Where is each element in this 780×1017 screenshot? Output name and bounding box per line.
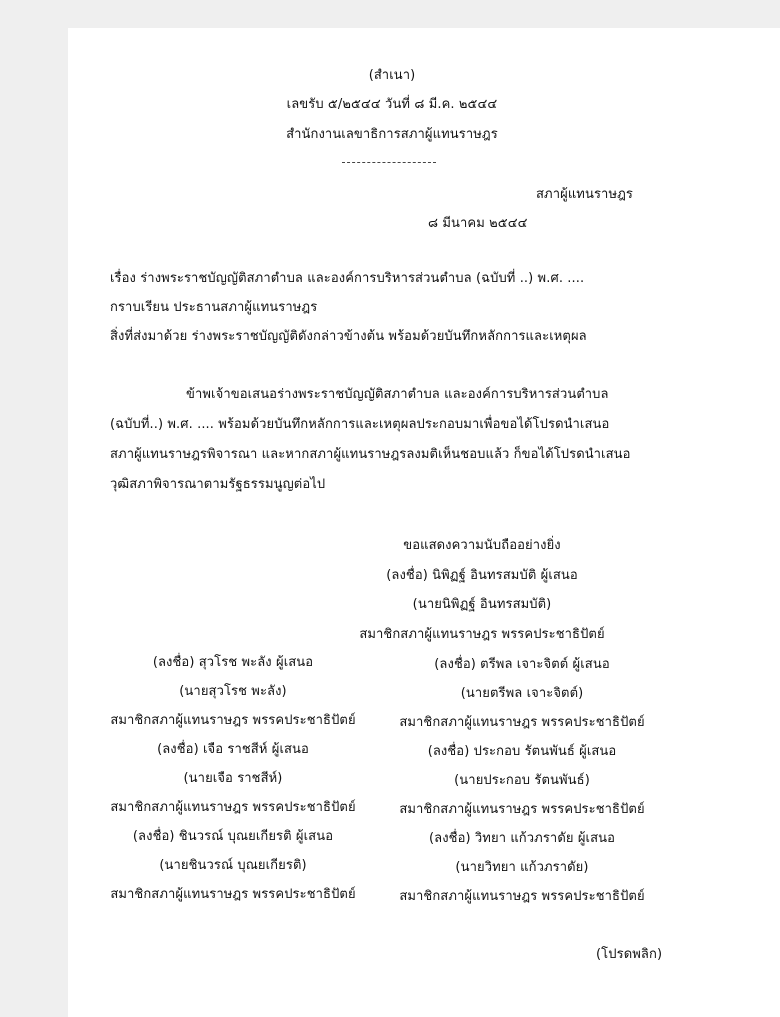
- letter-salutation: กราบเรียน ประธานสภาผู้แทนราษฎร: [110, 300, 318, 315]
- left-signatory-title: สมาชิกสภาผู้แทนราษฎร พรรคประชาธิปัตย์: [110, 800, 356, 815]
- letter-date: ๘ มีนาคม ๒๕๔๔: [428, 216, 528, 231]
- left-signature-line: (ลงชื่อ) ชินวรณ์ บุณยเกียรติ ผู้เสนอ: [132, 829, 334, 844]
- left-signatory-name: (นายสุวโรช พะลัง): [179, 684, 287, 699]
- body-line: (ฉบับที่..) พ.ศ. .... พร้อมด้วยบันทึกหลักการและเหตุผลประกอบมาเพื่อขอได้โปรดนำเสนอ: [110, 417, 610, 432]
- sender-org: สภาผู้แทนราษฎร: [536, 187, 634, 202]
- right-signature-line: (ลงชื่อ) ประกอบ รัตนพันธ์ ผู้เสนอ: [427, 744, 617, 759]
- right-signatory-title: สมาชิกสภาผู้แทนราษฎร พรรคประชาธิปัตย์: [399, 802, 645, 817]
- right-signatory-title: สมาชิกสภาผู้แทนราษฎร พรรคประชาธิปัตย์: [399, 715, 645, 730]
- right-signatory-name: (นายตรีพล เจาะจิตต์): [460, 686, 584, 701]
- right-signatory-name: (นายวิทยา แก้วภราดัย): [455, 860, 589, 875]
- left-signature-line: (ลงชื่อ) สุวโรช พะลัง ผู้เสนอ: [152, 655, 314, 670]
- body-line: สภาผู้แทนราษฎรพิจารณา และหากสภาผู้แทนราษฎรลงมติเห็นชอบแล้ว ก็ขอได้โปรดนำเสนอ: [110, 447, 631, 462]
- main-signature-line: (ลงชื่อ) นิพิฏฐ์ อินทรสมบัติ ผู้เสนอ: [386, 568, 578, 583]
- left-signatory-title: สมาชิกสภาผู้แทนราษฎร พรรคประชาธิปัตย์: [110, 713, 356, 728]
- letter-subject: เรื่อง ร่างพระราชบัญญัติสภาตำบล และองค์การบริหารส่วนตำบล (ฉบับที่ ..) พ.ศ. ....: [110, 271, 585, 286]
- right-signature-line: (ลงชื่อ) วิทยา แก้วภราดัย ผู้เสนอ: [428, 831, 616, 846]
- separator-line: [342, 162, 436, 163]
- office-line: สำนักงานเลขาธิการสภาผู้แทนราษฎร: [286, 127, 498, 142]
- left-signatory-name: (นายชินวรณ์ บุณยเกียรติ): [159, 858, 307, 873]
- right-signatory-title: สมาชิกสภาผู้แทนราษฎร พรรคประชาธิปัตย์: [399, 889, 645, 904]
- left-signatory-name: (นายเจือ ราชสีห์): [183, 771, 283, 786]
- right-signature-line: (ลงชื่อ) ตรีพล เจาะจิตต์ ผู้เสนอ: [434, 657, 610, 672]
- main-signatory-name: (นายนิพิฏฐ์ อินทรสมบัติ): [412, 597, 552, 612]
- body-line: ข้าพเจ้าขอเสนอร่างพระราชบัญญัติสภาตำบล และองค์การบริหารส่วนตำบล: [186, 387, 609, 402]
- letter-enclosure: สิ่งที่ส่งมาด้วย ร่างพระราชบัญญัติดังกล่าวข้างต้น พร้อมด้วยบันทึกหลักการและเหตุผล: [110, 329, 587, 344]
- left-signature-line: (ลงชื่อ) เจือ ราชสีห์ ผู้เสนอ: [157, 742, 309, 757]
- receipt-line: เลขรับ ๕/๒๕๔๔ วันที่ ๘ มี.ค. ๒๕๔๔: [286, 97, 498, 112]
- body-line: วุฒิสภาพิจารณาตามรัฐธรรมนูญต่อไป: [110, 477, 326, 492]
- turn-over-note: (โปรดพลิก): [596, 947, 663, 962]
- copy-label: (สำเนา): [368, 68, 416, 83]
- right-signatory-name: (นายประกอบ รัตนพันธ์): [454, 773, 590, 788]
- left-signatory-title: สมาชิกสภาผู้แทนราษฎร พรรคประชาธิปัตย์: [110, 887, 356, 902]
- closing-phrase: ขอแสดงความนับถืออย่างยิ่ง: [403, 538, 561, 553]
- main-signatory-title: สมาชิกสภาผู้แทนราษฎร พรรคประชาธิปัตย์: [359, 627, 605, 642]
